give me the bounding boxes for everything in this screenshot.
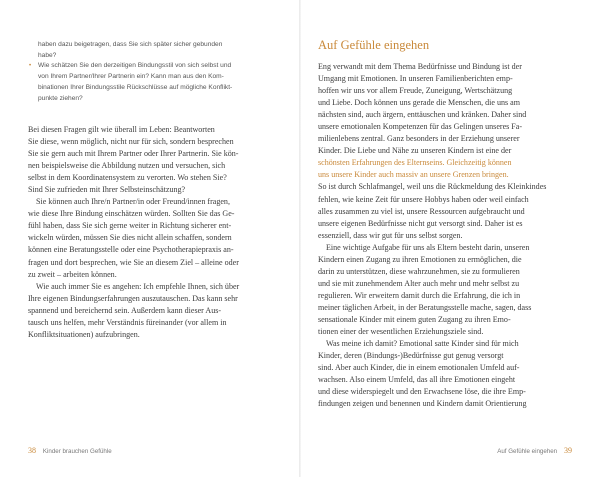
text-line: alles zusammen zu viel ist, unsere Ressourcen aufgebraucht und	[318, 206, 525, 216]
text-line: tionen einer der wesentlichen Erziehungsziele sind.	[318, 327, 484, 337]
text-line: fühl haben, dass Sie sich gerne weiter in Richtung sicherer ent-	[28, 221, 232, 231]
question-list	[28, 40, 280, 104]
text-line: hoffen wir uns vor allem Freude, Zuneigung, Wertschätzung	[318, 86, 513, 96]
text-line: wachsen. Also einem Umfeld, das all ihre Emotionen eingeht	[318, 375, 516, 385]
text-line: unsere emotionalen Kompetenzen für das Gelingen unseres Fa-	[318, 122, 523, 132]
text-line: Eng verwandt mit dem Thema Bedürfnisse und Bindung ist der	[318, 62, 522, 71]
page-number: 38	[28, 446, 36, 455]
right-body-text	[318, 61, 574, 410]
text-line: nächsten sind, auch ärgern, enttäuschen und kränken. Daher sind	[318, 110, 527, 120]
text-line: So ist durch Schlafmangel, weil uns die Rückmeldung des Kleinkindes	[318, 182, 547, 192]
highlighted-text-line: uns unsere Kinder auch massiv an unsere Grenzen bringen.	[318, 170, 509, 180]
highlighted-text-line: schönsten Erfahrungen des Elternseins. Gleichzeitig können	[318, 158, 512, 168]
text-line: spannend und bereichernd sein. Außerdem kann dieser Aus-	[28, 305, 222, 315]
list-item: • Wie schätzen Sie den derzeitigen Bindungsstil von sich selbst und	[28, 61, 280, 72]
text-line: Umgang mit Emotionen. In unseren Familienberichten emp-	[318, 74, 513, 84]
text-line: unsere eigenen Bedürfnisse nicht gut versorgt sind. Daher ist es	[318, 218, 523, 228]
text-line: nen beispielsweise die Abbildung nutzen und versuchen, sich	[28, 161, 226, 171]
left-footer	[28, 446, 112, 455]
text-line: essenziell, dass wir gut für uns selbst sorgen.	[318, 230, 463, 240]
text-line: tausch uns helfen, mehr Verständnis füreinander (vor allem in	[28, 317, 227, 327]
text-line: Sie können auch Ihre/n Partner/in oder Freund/innen fragen,	[36, 197, 230, 207]
list-item: punkte ziehen?	[38, 94, 83, 102]
text-line: Wie auch immer Sie es angehen: Ich empfehle Ihnen, sich über	[36, 281, 240, 291]
running-title: Auf Gefühle eingehen	[497, 448, 558, 455]
text-line: Bei diesen Fragen gilt wie überall im Leben: Beantworten	[28, 125, 215, 134]
bullet-icon: •	[29, 63, 32, 70]
text-line: und diese widerspiegelt und den Erwachsene löse, die ihre Emp-	[318, 387, 526, 397]
text-line: wickeln würden, müssen Sie dies nicht allein schaffen, sondern	[28, 233, 232, 243]
text-line: Kinder. Die Liebe und Nähe zu unseren Kindern ist eine der	[318, 146, 512, 156]
text-line: Konfliktsituationen) aufzubringen.	[28, 329, 140, 339]
list-item: von Ihrem Partner/Ihrer Partnerin ein? Kann man aus den Kom-	[38, 73, 224, 81]
text-line: fehlen, wie keine Zeit für unsere Hobbys haben oder weil einfach	[318, 194, 529, 204]
text-line: Kinder, deren (Bindungs-)Bedürfnisse gut genug versorgt	[318, 351, 504, 361]
text-line: meiner täglichen Arbeit, in der Beratungsstelle mache, sagen, dass	[318, 302, 532, 312]
text-line: findungen zeigen und benennen und Kindern damit Orientierung	[318, 399, 527, 409]
text-line: Sie diese, wenn möglich, nicht nur für sich, sondern besprechen	[28, 137, 234, 147]
text-line: Sie sie gern auch mit Ihrem Partner oder Ihrer Partnerin. Sie kön-	[28, 149, 239, 159]
text-line: zu zweit – arbeiten können.	[28, 269, 117, 279]
text-line: Kindern einen Zugang zu ihren Emotionen zu ermöglichen, die	[318, 254, 522, 264]
left-body-text	[28, 124, 282, 341]
text-line: fragen und dort besprechen, wie Sie an diesem Ziel – alleine oder	[28, 257, 239, 267]
list-item: haben dazu beigetragen, dass Sie sich später sicher gebunden	[38, 41, 223, 48]
text-line: können eine Beratungsstelle oder eine Psychotherapiepraxis an-	[28, 245, 234, 255]
text-line: und Liebe. Doch können uns gerade die Menschen, die uns am	[318, 98, 521, 108]
text-line: darin zu unterstützen, diese wahrzunehmen, sie zu formulieren	[318, 266, 520, 276]
text-line: regulieren. Wir erweitern damit durch die Erfahrung, die ich in	[318, 290, 521, 300]
text-line: wie diese Ihre Bindung einschätzen würden. Sollten Sie das Ge-	[28, 209, 235, 219]
text-line: Eine wichtige Aufgabe für uns als Eltern besteht darin, unseren	[326, 242, 530, 252]
list-item: habe?	[38, 51, 57, 59]
page-number: 39	[564, 446, 572, 455]
text-line: Sind Sie zufrieden mit Ihrer Selbsteinschätzung?	[28, 185, 186, 195]
text-line: Was meine ich damit? Emotional satte Kinder sind für mich	[326, 339, 519, 349]
list-item: binationen Ihrer Bindungsstile Rückschlüsse auf mögliche Konflikt-	[38, 83, 233, 91]
text-line: selbst in dem Koordinatensystem zu verorten. Wo stehen Sie?	[28, 173, 227, 183]
text-line: sind. Aber auch Kinder, die in einem emotionalen Umfeld auf-	[318, 363, 520, 373]
running-title: Kinder brauchen Gefühle	[42, 448, 112, 455]
right-footer	[497, 446, 572, 455]
section-heading: Auf Gefühle eingehen	[318, 38, 430, 52]
text-line: sensationale Kinder mit einem guten Zugang zu ihren Emo-	[318, 314, 511, 324]
text-line: milienlebens zentral. Ganz besonders in der Erziehung unserer	[318, 134, 520, 144]
text-line: Ihre eigenen Bindungserfahrungen auszutauschen. Das kann sehr	[28, 293, 238, 303]
text-line: und sie mit zunehmendem Alter auch mehr und mehr selbst zu	[318, 278, 520, 288]
